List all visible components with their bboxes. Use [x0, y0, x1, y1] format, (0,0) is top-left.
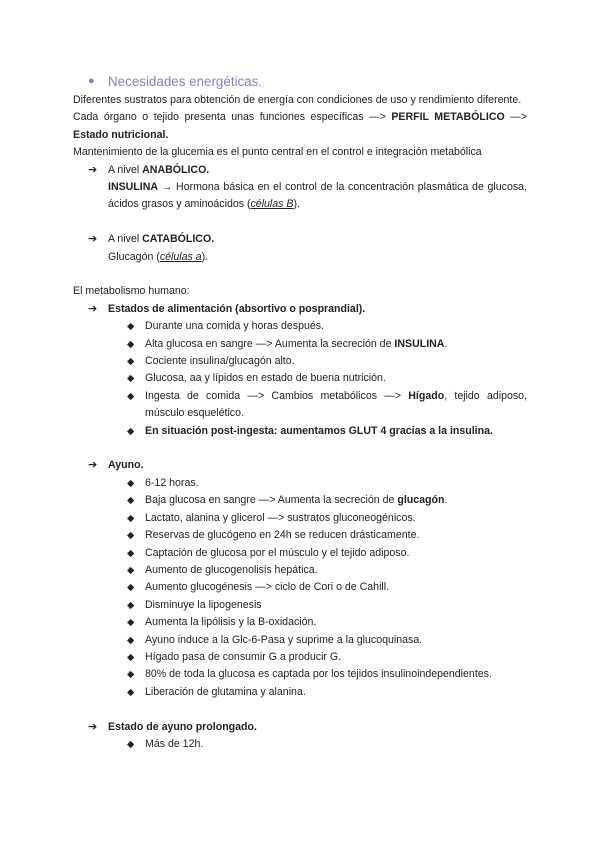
diamond-icon: ◆: [127, 373, 135, 385]
anabolico-text: INSULINA → Hormona básica en el control de la concentración plasmática de glucosa, ácidos grasos y aminoácidos (células B).: [108, 181, 527, 211]
diamond-icon: ◆: [127, 425, 135, 437]
list-item: ◆ Aumento glucogénesis —> ciclo de Cori o de Cahill.: [127, 579, 527, 596]
diamond-icon: ◆: [127, 495, 135, 507]
diamond-icon: ◆: [127, 321, 135, 333]
intro-paragraph-1: Diferentes sustratos para obtención de energía con condiciones de uso y rendimiento diferente.: [73, 94, 522, 106]
diamond-icon: ◆: [127, 338, 135, 350]
diamond-icon: ◆: [127, 617, 135, 629]
list-item: ◆ Liberación de glutamina y alanina.: [127, 684, 527, 701]
list-item: ◆ Ayuno induce a la Glc-6-Pasa y suprime a la glucoquinasa.: [127, 632, 527, 649]
list-item: ◆ Lactato, alanina y glicerol —> sustratos gluconeogénicos.: [127, 510, 527, 527]
list-item: ◆ Baja glucosa en sangre —> Aumenta la secreción de glucagón.: [127, 492, 527, 509]
document-page: [73, 70, 527, 753]
bullet-dot-icon: ●: [88, 75, 95, 87]
metabolismo-label: El metabolismo humano:: [73, 285, 190, 298]
list-item: ◆ Aumento de glucogenolisis hepática.: [127, 562, 527, 579]
anabolico-item: [88, 162, 527, 214]
diamond-icon: ◆: [127, 634, 135, 646]
diamond-icon: ◆: [127, 530, 135, 542]
catabolico-text: Glucagón (células a).: [108, 250, 209, 263]
arrow-icon: ➔: [88, 720, 98, 733]
arrow-icon: ➔: [88, 459, 98, 472]
alimentacion-title: Estados de alimentación (absortivo o posprandial).: [108, 302, 366, 315]
list-item: ◆ Disminuye la lipogenesis: [127, 597, 527, 614]
list-item: ◆ Hígado pasa de consumir G a producir G.: [127, 649, 527, 666]
diamond-icon: ◆: [127, 512, 135, 524]
list-item: ◆ Aumenta la lipólisis y la B-oxidación.: [127, 614, 527, 631]
diamond-icon: ◆: [127, 390, 135, 402]
diamond-icon: ◆: [127, 669, 135, 681]
list-item: ◆ Captación de glucosa por el músculo y el tejido adiposo.: [127, 545, 527, 562]
list-item: ◆ Durante una comida y horas después.: [127, 318, 527, 335]
list-item: ◆ Glucosa, aa y lípidos en estado de buena nutrición.: [127, 370, 527, 387]
list-item: ◆ Alta glucosa en sangre —> Aumenta la secreción de INSULINA.: [127, 336, 527, 353]
catabolico-title: A nivel CATABÓLICO.: [108, 233, 215, 246]
list-item: ◆ Reservas de glucógeno en 24h se reducen drásticamente.: [127, 527, 527, 544]
diamond-icon: ◆: [127, 599, 135, 611]
list-item: ◆ Cociente insulina/glucagón alto.: [127, 353, 527, 370]
arrow-icon: ➔: [88, 302, 98, 315]
diamond-icon: ◆: [127, 564, 135, 576]
diamond-icon: ◆: [127, 547, 135, 559]
arrow-icon: ➔: [88, 163, 98, 176]
list-item: ◆ Ingesta de comida —> Cambios metabólicos —> Hígado, tejido adiposo, músculo esquelético.: [127, 388, 527, 423]
arrow-icon: ➔: [88, 233, 98, 246]
section-heading: [88, 70, 527, 92]
intro-paragraph-3: Mantenimiento de la glucemia es el punto central en el control e integración metabólica: [73, 146, 482, 159]
anabolico-title: A nivel ANABÓLICO.: [108, 163, 210, 176]
heading-text: Necesidades energéticas.: [108, 73, 263, 89]
ayuno-title: Ayuno.: [108, 459, 144, 472]
diamond-icon: ◆: [127, 651, 135, 663]
list-item: ◆ 80% de toda la glucosa es captada por los tejidos insulinoindependientes.: [127, 666, 527, 683]
diamond-icon: ◆: [127, 356, 135, 368]
prolongado-title: Estado de ayuno prolongado.: [108, 720, 257, 733]
intro-paragraph-2: Cada órgano o tejido presenta unas funciones específicas —> PERFIL METABÓLICO —> Estado nutricional.: [73, 111, 528, 141]
list-item: ◆ 6-12 horas.: [127, 475, 527, 492]
diamond-icon: ◆: [127, 686, 135, 698]
diamond-icon: ◆: [127, 582, 135, 594]
list-item: ◆ Más de 12h.: [127, 736, 527, 753]
ayuno-item: [88, 457, 527, 474]
catabolico-item: [88, 231, 527, 266]
list-item: ◆ En situación post-ingesta: aumentamos GLUT 4 gracias a la insulina.: [127, 423, 527, 440]
diamond-icon: ◆: [127, 477, 135, 489]
diamond-icon: ◆: [127, 738, 135, 750]
prolongado-item: [88, 719, 527, 736]
alimentacion-item: [88, 301, 527, 318]
